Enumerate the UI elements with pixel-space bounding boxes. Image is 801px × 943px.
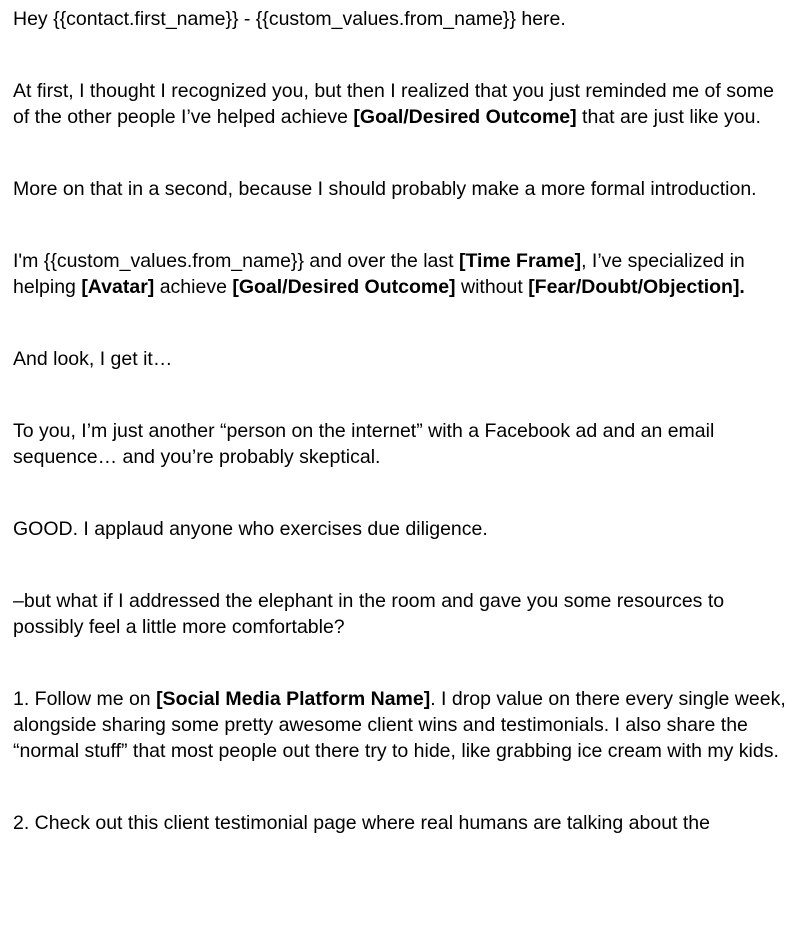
placeholder-avatar: [Avatar] <box>81 276 155 298</box>
placeholder-social-platform: [Social Media Platform Name] <box>156 688 431 710</box>
text-segment: To you, I’m just another “person on the internet” with a Facebook ad and an email sequence… and you’re probably skeptical. <box>13 420 715 468</box>
text-segment: At first, I thought I recognized you, but then I realized that you just reminded me of some of the other people I’ve helped achieve <box>13 80 774 128</box>
text-segment: I'm {{custom_values.from_name}} and over the last <box>13 250 459 272</box>
paragraph-diligence <box>13 516 787 542</box>
paragraph-greeting <box>13 6 787 32</box>
paragraph-introduction <box>13 176 787 202</box>
text-segment: And look, I get it… <box>13 348 173 370</box>
paragraph-skeptical <box>13 418 787 470</box>
placeholder-objection: [Fear/Doubt/Objection]. <box>528 276 745 298</box>
paragraph-follow-me <box>13 686 787 764</box>
placeholder-goal: [Goal/Desired Outcome] <box>353 106 577 128</box>
paragraph-elephant <box>13 588 787 640</box>
text-segment: that are just like you. <box>576 106 761 128</box>
paragraph-testimonial-page <box>13 810 787 836</box>
paragraph-specialized <box>13 248 787 300</box>
text-segment: –but what if I addressed the elephant in the room and gave you some resources to possibly feel a little more comfortable? <box>13 590 725 638</box>
text-segment: achieve <box>154 276 233 298</box>
placeholder-time-frame: [Time Frame] <box>458 250 582 272</box>
text-segment: 2. Check out this client testimonial page where real humans are talking about the <box>13 812 710 834</box>
placeholder-goal: [Goal/Desired Outcome] <box>232 276 456 298</box>
text-segment: Hey {{contact.first_name}} - {{custom_values.from_name}} here. <box>13 8 566 30</box>
text-segment: More on that in a second, because I should probably make a more formal introduction. <box>13 178 757 200</box>
text-segment: , I’ve specialized in helping <box>13 250 745 298</box>
text-segment: . I drop value on there every single week, alongside sharing some pretty awesome client wins and testimonials. I also share the “normal stuff” that most people out there try to hide, like grabbing ice cream with my kids. <box>13 688 786 762</box>
paragraph-recognized <box>13 78 787 130</box>
paragraph-get-it <box>13 346 787 372</box>
text-segment: without <box>455 276 529 298</box>
text-segment: 1. Follow me on <box>13 688 157 710</box>
text-segment: GOOD. I applaud anyone who exercises due diligence. <box>13 518 488 540</box>
